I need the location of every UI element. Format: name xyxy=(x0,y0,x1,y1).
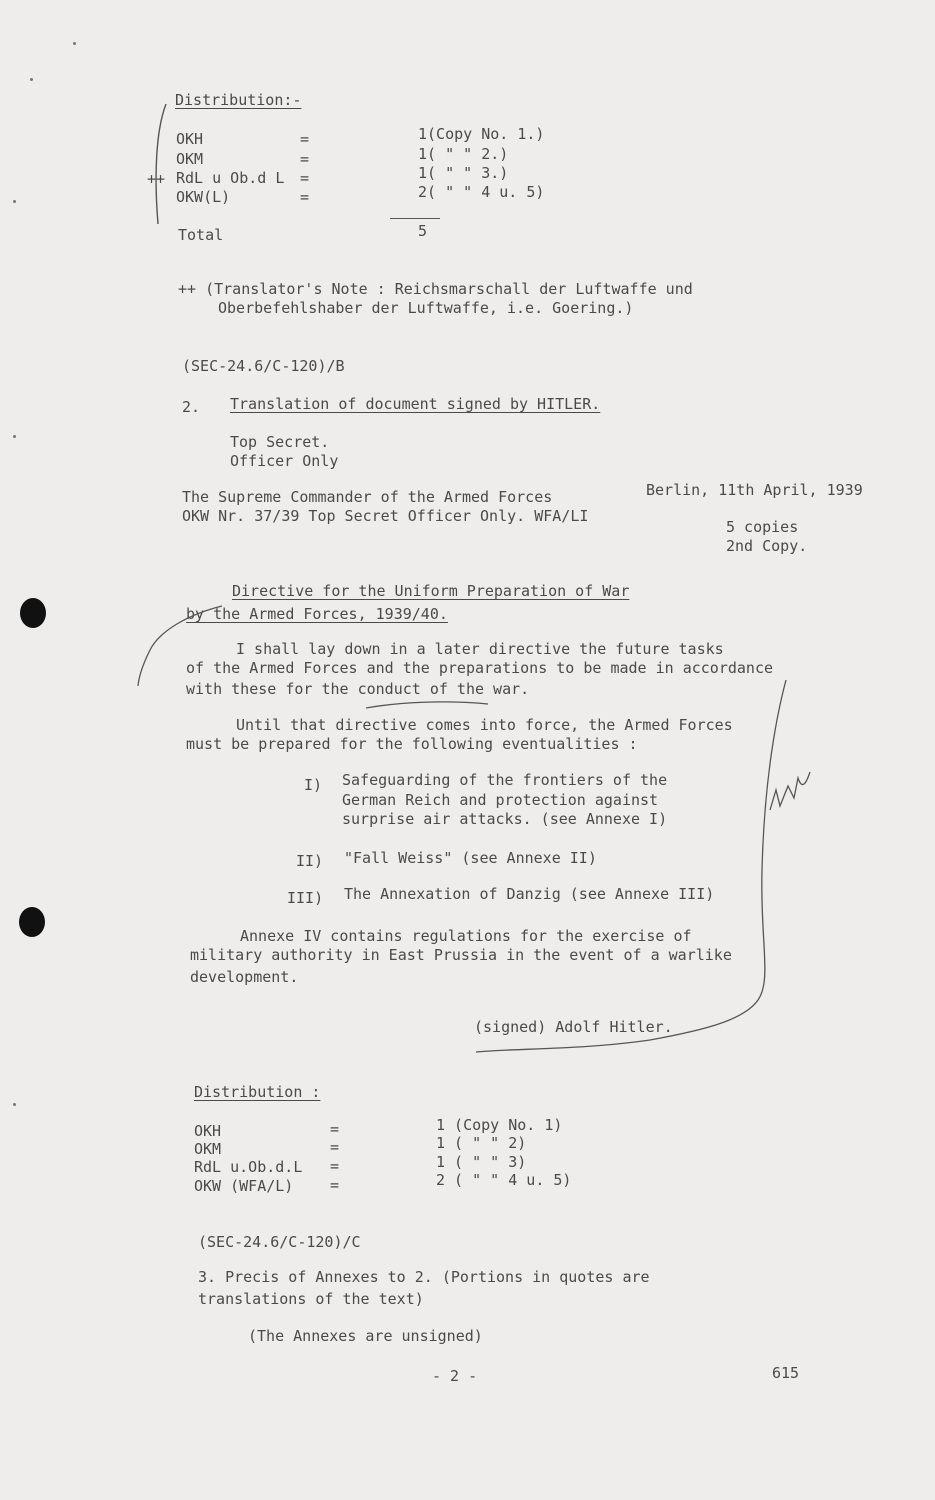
para3-line2: military authority in East Prussia in the event of a warlike xyxy=(190,946,732,964)
dist2-row-name: OKH xyxy=(194,1122,222,1140)
dist2-row-eq: = xyxy=(330,1157,340,1175)
dist1-row-copies: 1( " " 2.) xyxy=(418,145,509,163)
classification-line1: Top Secret. xyxy=(230,433,330,451)
dist1-row-prefix: ++ xyxy=(147,170,166,188)
annex-note: (The Annexes are unsigned) xyxy=(248,1327,483,1345)
para2-line1: Until that directive comes into force, the Armed Forces xyxy=(236,716,733,734)
speck xyxy=(13,200,16,203)
para2-line2: must be prepared for the following eventualities : xyxy=(186,735,638,753)
item-number: II) xyxy=(296,852,324,870)
para1-line3: with these for the conduct of the war. xyxy=(186,680,530,698)
dist2-row-eq: = xyxy=(330,1176,340,1194)
sender-line: The Supreme Commander of the Armed Forces xyxy=(182,488,553,506)
copy-number: 2nd Copy. xyxy=(726,537,808,555)
reference-line: OKW Nr. 37/39 Top Secret Officer Only. WFA/LI xyxy=(182,507,589,525)
underline-stroke xyxy=(366,702,488,708)
speck xyxy=(30,78,33,81)
speck xyxy=(13,1103,16,1106)
dist1-row-name: OKW(L) xyxy=(176,188,231,206)
item-text: German Reich and protection against xyxy=(342,791,659,809)
reference-b: (SEC-24.6/C-120)/B xyxy=(182,357,345,375)
dist2-row-eq: = xyxy=(330,1138,340,1156)
para3-line1: Annexe IV contains regulations for the exercise of xyxy=(240,927,692,945)
dist1-row-eq: = xyxy=(300,188,310,206)
dist2-row-copies: 1 ( " " 2) xyxy=(436,1134,527,1152)
dist2-row-eq: = xyxy=(330,1120,340,1138)
dist1-row-eq: = xyxy=(300,169,310,187)
distribution2-heading: Distribution : xyxy=(194,1083,321,1101)
page-number: - 2 - xyxy=(432,1367,478,1385)
speck xyxy=(73,42,76,45)
item-text: surprise air attacks. (see Annexe I) xyxy=(342,810,668,828)
dist2-row-name: OKW (WFA/L) xyxy=(194,1177,294,1195)
translator-note-line2: Oberbefehlshaber der Luftwaffe, i.e. Goering.) xyxy=(218,299,634,317)
copies-count: 5 copies xyxy=(726,518,799,536)
total-rule xyxy=(390,218,440,219)
dist1-row-name: OKM xyxy=(176,150,204,168)
para1-line2: of the Armed Forces and the preparations to be made in accordance xyxy=(186,659,773,677)
item-text: Safeguarding of the frontiers of the xyxy=(342,771,668,789)
directive-title-line1: Directive for the Uniform Preparation of War xyxy=(232,582,630,600)
dist1-row-eq: = xyxy=(300,150,310,168)
section2-number: 2. xyxy=(182,398,201,416)
place-date: Berlin, 11th April, 1939 xyxy=(646,481,863,499)
item-number: III) xyxy=(287,889,324,907)
dist1-row-copies: 2( " " 4 u. 5) xyxy=(418,183,545,201)
total-value: 5 xyxy=(418,222,428,240)
classification-line2: Officer Only xyxy=(230,452,339,470)
folio-number: 615 xyxy=(772,1364,800,1382)
para1-line1: I shall lay down in a later directive the future tasks xyxy=(236,640,724,658)
handwritten-initial xyxy=(770,772,810,810)
para3-line3: development. xyxy=(190,968,299,986)
dist2-row-copies: 1 ( " " 3) xyxy=(436,1153,527,1171)
signature: (signed) Adolf Hitler. xyxy=(474,1018,673,1036)
section3-line2: translations of the text) xyxy=(198,1290,424,1308)
dist1-row-name: OKH xyxy=(176,130,204,148)
punch-hole-bottom xyxy=(19,907,45,937)
dist2-row-copies: 1 (Copy No. 1) xyxy=(436,1116,563,1134)
speck xyxy=(13,435,16,438)
section3-line1: 3. Precis of Annexes to 2. (Portions in quotes are xyxy=(198,1268,650,1286)
reference-c: (SEC-24.6/C-120)/C xyxy=(198,1233,361,1251)
punch-hole-top xyxy=(20,598,46,628)
item-number: I) xyxy=(304,776,323,794)
dist1-row-name: RdL u Ob.d L xyxy=(176,169,285,187)
total-label: Total xyxy=(178,226,224,244)
distribution-heading: Distribution:- xyxy=(175,91,302,109)
item-text: "Fall Weiss" (see Annexe II) xyxy=(344,849,597,867)
distribution-bracket xyxy=(156,104,166,224)
dist1-row-copies: 1(Copy No. 1.) xyxy=(418,125,545,143)
dist2-row-name: OKM xyxy=(194,1140,222,1158)
directive-title-line2: by the Armed Forces, 1939/40. xyxy=(186,605,448,623)
dist1-row-eq: = xyxy=(300,130,310,148)
section2-title: Translation of document signed by HITLER. xyxy=(230,395,601,413)
dist1-row-copies: 1( " " 3.) xyxy=(418,164,509,182)
translator-note-line1: ++ (Translator's Note : Reichsmarschall der Luftwaffe und xyxy=(178,280,693,298)
dist2-row-copies: 2 ( " " 4 u. 5) xyxy=(436,1171,572,1189)
item-text: The Annexation of Danzig (see Annexe III) xyxy=(344,885,715,903)
dist2-row-name: RdL u.Ob.d.L xyxy=(194,1158,303,1176)
